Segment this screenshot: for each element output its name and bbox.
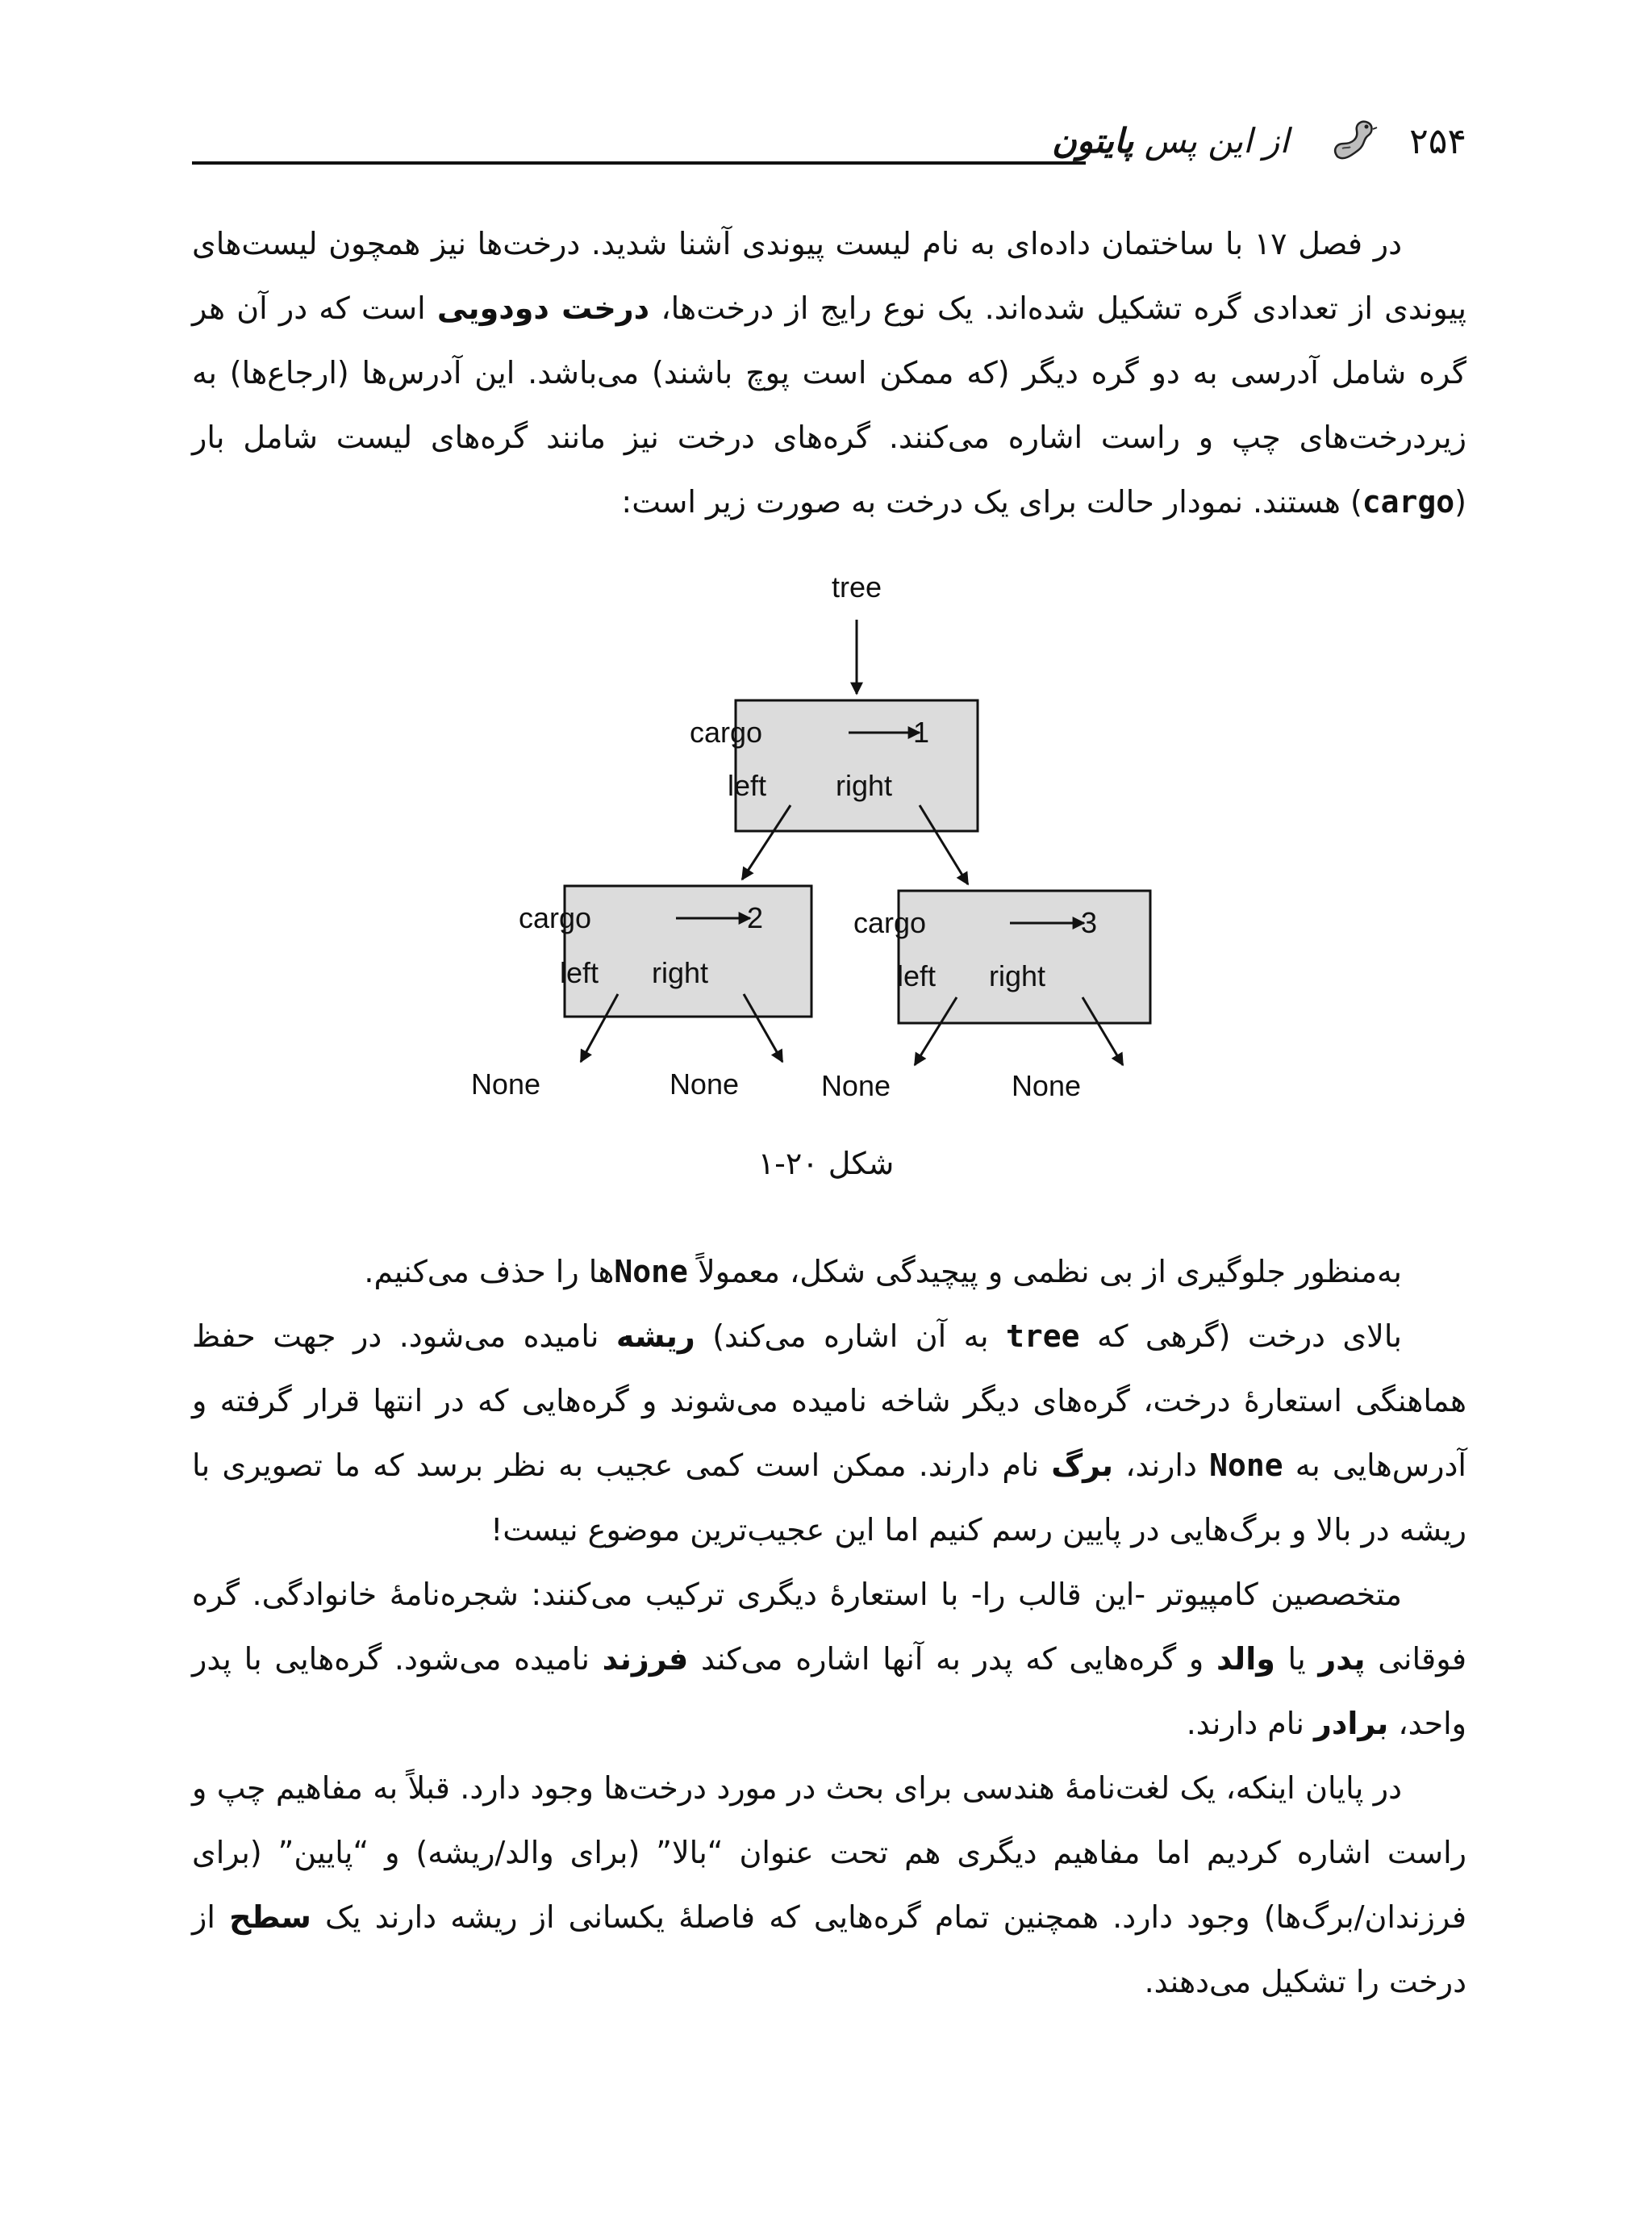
text-run: در فصل ۱۷ با ساختمان داده‌ای به نام لیست پیوندی آشنا شدید. درخت‌ها نیز همچون لیست‌های پیوندی از تعدادی گره تشکیل شده‌اند. یک نوع رایج از درخت‌ها، [192,226,1467,326]
tree-node-2 [565,886,811,1017]
text-run: یا [1274,1641,1319,1677]
bold-term-parent: والد [1216,1641,1275,1677]
text-run: است که در آن هر گره شامل آدرسی به دو گره دیگر (که ممکن است پوچ باشند) می‌باشد. این آدرس‌ها (ارجاع‌ها) به زیردرخت‌های چپ و راست اشاره می‌کنند. گره‌های درخت نیز مانند گره‌های لیست شامل بار ( [192,290,1466,520]
book-title-prefix: از این پس [1144,121,1289,161]
node2-left-label: left [559,956,599,989]
paragraph-root-leaf [192,1304,1466,1562]
text-run: به‌منظور جلوگیری از بی نظمی و پیچیدگی شکل، معمولاً [687,1254,1402,1289]
book-title-brand: پایتون [1052,121,1134,161]
bold-term-level: سطح [229,1899,311,1935]
header-rule [192,161,1086,165]
text-run: نام دارند. [1186,1706,1314,1741]
node3-left-label: left [896,959,936,992]
leaf-none-4: None [1011,1069,1081,1102]
bold-term-sibling: برادر [1313,1706,1389,1741]
bold-term-binary-tree: درخت دودویی [436,290,650,326]
figure-caption: شکل ۲۰-۱ [757,1146,895,1181]
bold-term-leaf: برگ [1051,1448,1114,1483]
node3-right-label: right [988,959,1045,992]
page-number: ۲۵۴ [1409,121,1466,162]
code-cargo: cargo [1362,484,1455,520]
text-run: به آن اشاره می‌کند) [695,1318,1006,1354]
leaf-none-1: None [470,1067,540,1101]
bold-term-child: فرزند [602,1641,689,1677]
tree-state-diagram [470,565,1194,1130]
tree-diagram-svg [470,565,1194,1130]
text-run: ها را حذف می‌کنیم. [364,1254,615,1289]
text-run: نام دارند. ممکن است کمی عجیب به نظر برسد که ما تصویری با ریشه در بالا و برگ‌هایی در پایین رسم کنیم اما این عجیب‌ترین موضوع نیست! [192,1448,1466,1548]
tree-node-1 [736,700,978,831]
paragraph-intro [192,211,1466,534]
book-title [1052,121,1289,161]
leaf-none-2: None [669,1067,739,1101]
node1-value: 1 [912,716,929,749]
text-run: در پایان اینکه، یک لغت‌نامهٔ هندسی برای بحث در مورد درخت‌ها وجود دارد. قبلاً به مفاهیم چپ و راست اشاره کردیم اما مفاهیم دیگری هم تحت عنوان “بالا” (برای والد/ریشه) و “پایین” (برای فرزندان/برگ‌ها) وجود دارد. همچنین تمام گره‌هایی که فاصلهٔ یکسانی از ریشه دارند یک [192,1770,1466,1935]
node3-value: 3 [1080,906,1097,939]
text-run: از درخت را تشکیل می‌دهند. [192,1899,1466,1999]
code-none: None [1209,1448,1283,1483]
text-run: بالای درخت (گرهی که [1079,1318,1402,1354]
paragraph-family-tree [192,1562,1466,1756]
code-tree: tree [1006,1318,1080,1354]
page-header [192,121,1466,178]
node1-right-label: right [835,769,892,802]
node2-cargo-label: cargo [518,901,591,934]
node1-left-label: left [727,769,766,802]
code-none: None [614,1254,688,1289]
text-run: نامیده می‌شود. گره‌هایی با پدر واحد، [192,1641,1466,1741]
node2-right-label: right [651,956,708,989]
text-run: متخصصین کامپیوتر -این قالب را- با استعارهٔ دیگری ترکیب می‌کنند: شجره‌نامهٔ خانوادگی. گره فوقانی [192,1577,1466,1677]
node2-value: 2 [746,901,763,934]
leaf-none-3: None [820,1069,891,1102]
python-snake-icon [1326,115,1378,166]
text-run: ) هستند. نمودار حالت برای یک درخت به صورت زیر است: [621,484,1362,520]
node1-cargo-label: cargo [689,716,762,749]
root-label-tree: tree [831,570,882,604]
tree-node-3 [896,891,1150,1023]
text-run: دارند، [1113,1448,1210,1483]
text-run: نامیده می‌شود. در جهت حفظ هماهنگی استعارهٔ درخت، گره‌های دیگر شاخه نامیده می‌شوند و گره‌هایی که در انتها قرار گرفته و آدرس‌هایی به [192,1318,1466,1483]
paragraph-none-note [192,1239,1466,1304]
bold-term-root: ریشه [615,1318,695,1354]
node3-cargo-label: cargo [853,906,926,939]
paragraph-geometry [192,1756,1466,2014]
bold-term-father: پدر [1318,1641,1366,1677]
text-run: و گره‌هایی که پدر به آنها اشاره می‌کند [688,1641,1216,1677]
